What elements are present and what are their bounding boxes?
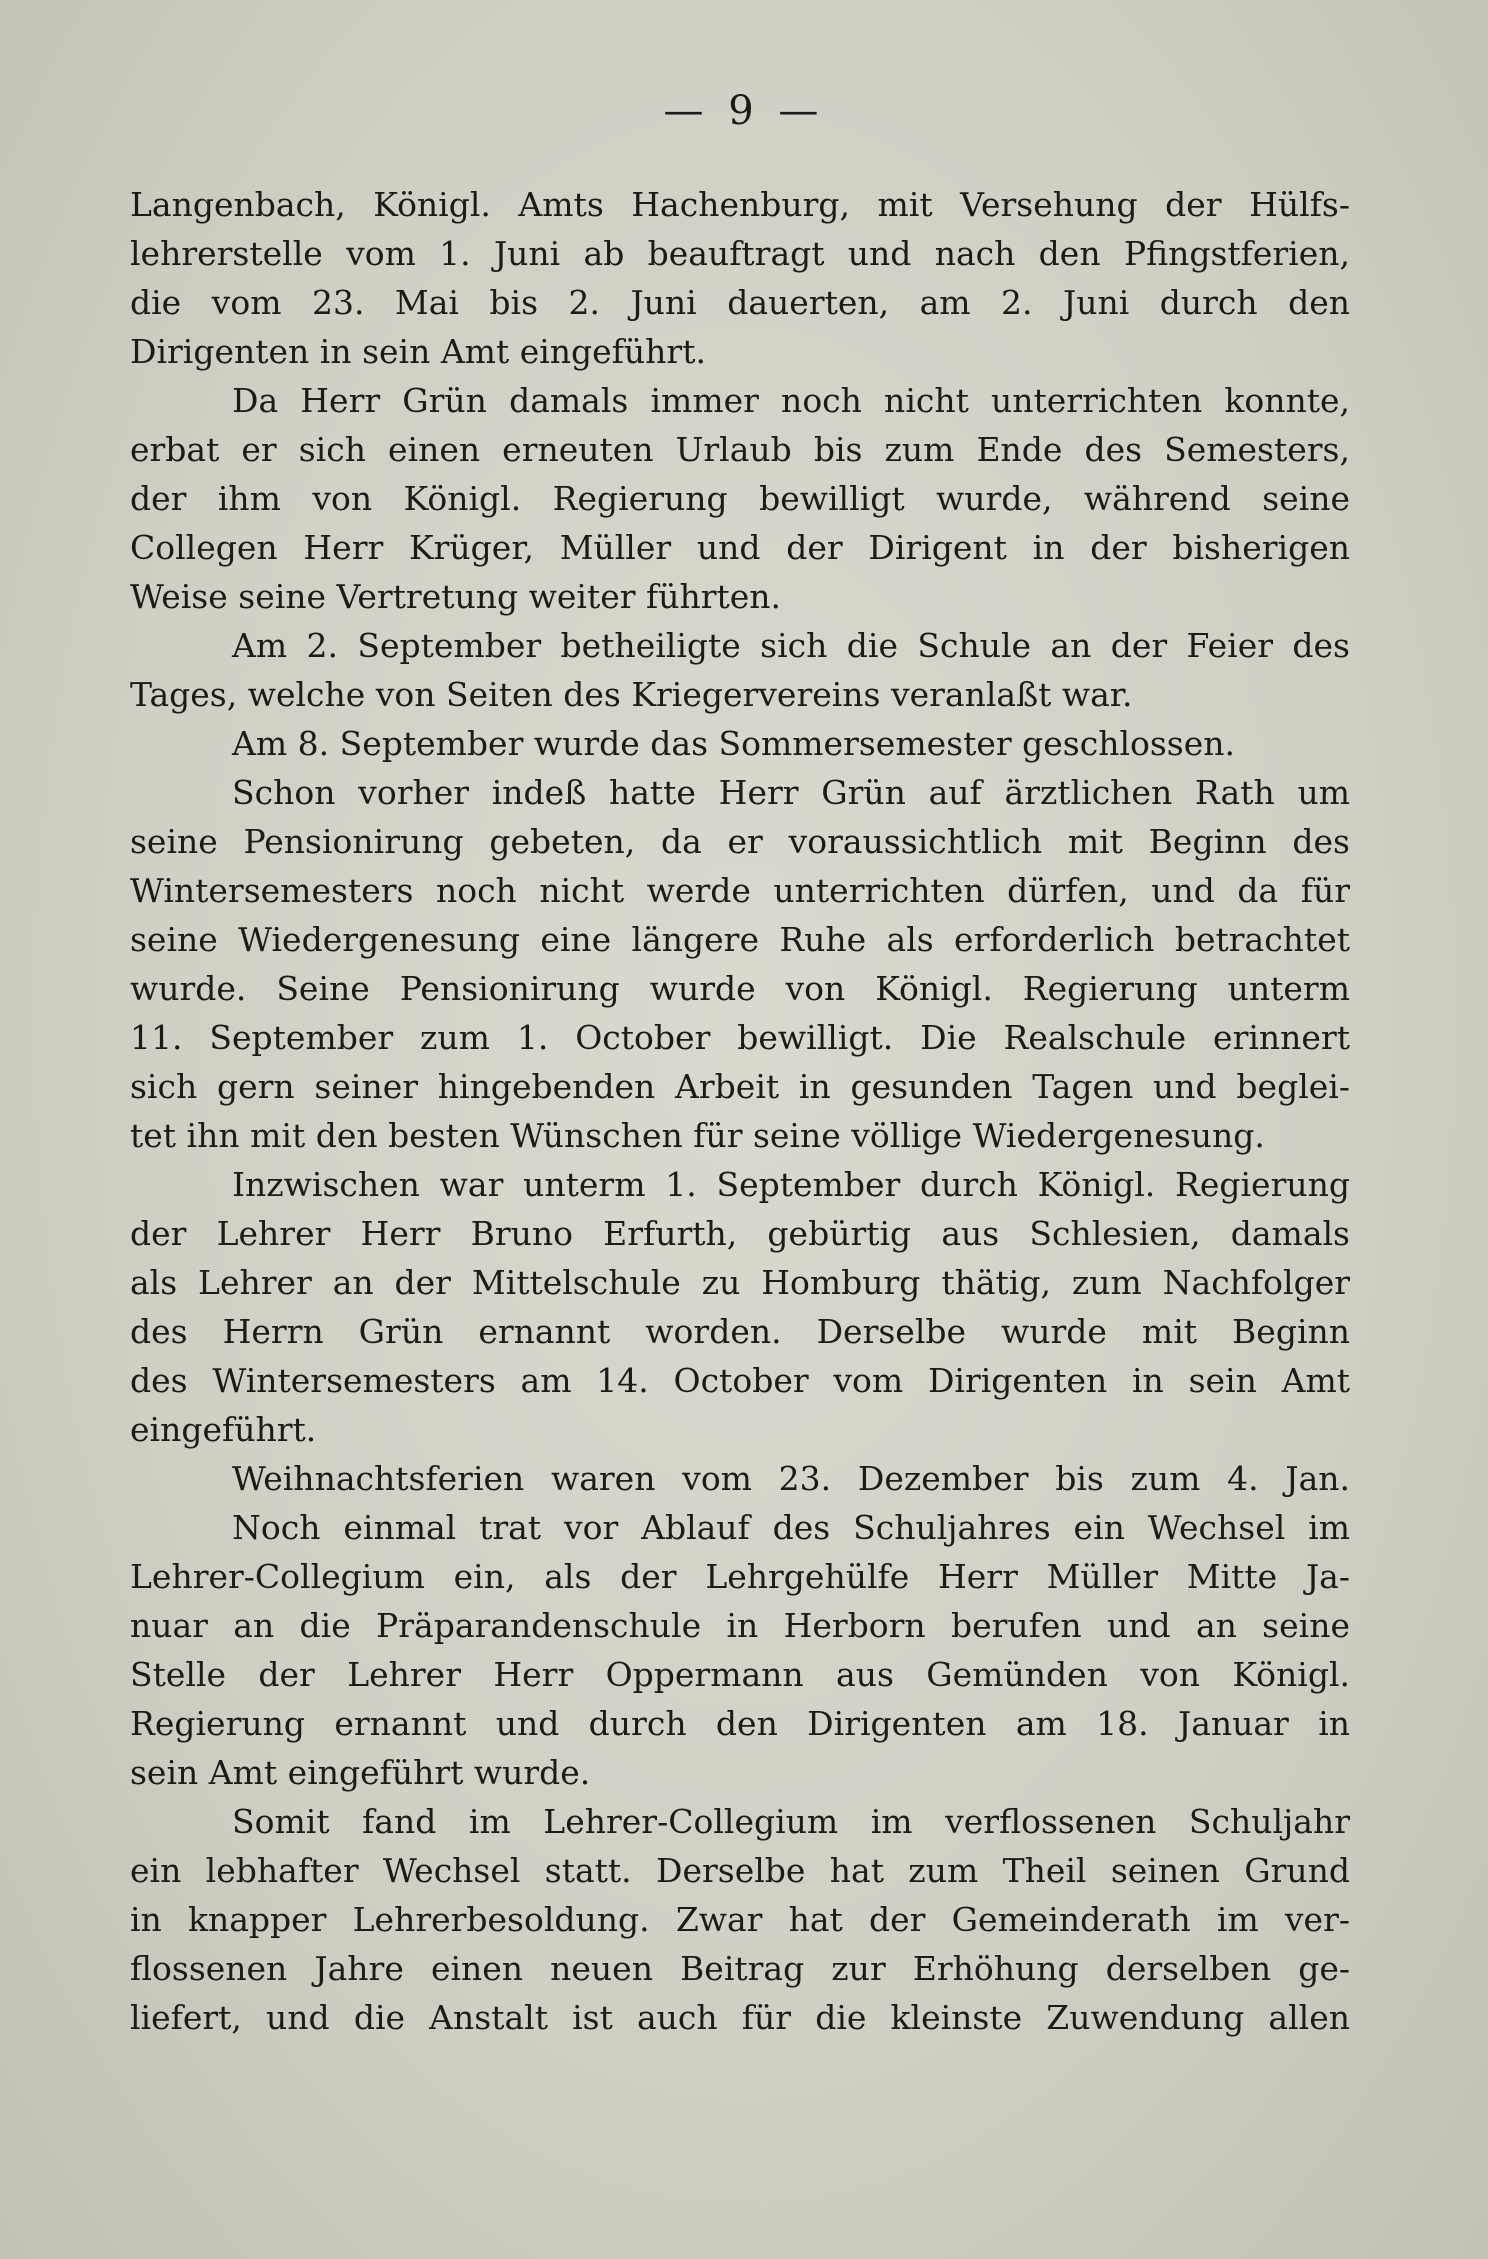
text-line: Regierung ernannt und durch den Dirigenten am 18. Januar in <box>130 1704 1350 1743</box>
text-line: Stelle der Lehrer Herr Oppermann aus Gemünden von Königl. <box>130 1655 1350 1694</box>
text-line: Schon vorher indeß hatte Herr Grün auf ärztlichen Rath um <box>232 773 1350 812</box>
text-line: die vom 23. Mai bis 2. Juni dauerten, am 2. Juni durch den <box>130 283 1350 322</box>
text-line: Tages, welche von Seiten des Kriegervereins veranlaßt war. <box>130 675 1133 714</box>
text-line: Am 8. September wurde das Sommersemester geschlossen. <box>232 724 1236 763</box>
text-line: Inzwischen war unterm 1. September durch Königl. Regierung <box>232 1165 1350 1204</box>
text-line: des Wintersemesters am 14. October vom Dirigenten in sein Amt <box>130 1361 1350 1400</box>
text-line: Somit fand im Lehrer-Collegium im verflossenen Schuljahr <box>232 1802 1350 1841</box>
text-line: lehrerstelle vom 1. Juni ab beauftragt und nach den Pfingstferien, <box>130 234 1350 273</box>
text-line: Langenbach, Königl. Amts Hachenburg, mit Versehung der Hülfs- <box>130 185 1350 224</box>
text-line: flossenen Jahre einen neuen Beitrag zur Erhöhung derselben ge- <box>130 1949 1350 1988</box>
text-line: als Lehrer an der Mittelschule zu Homburg thätig, zum Nachfolger <box>130 1263 1350 1302</box>
text-line: Weihnachtsferien waren vom 23. Dezember bis zum 4. Jan. <box>232 1459 1350 1498</box>
text-line: sein Amt eingeführt wurde. <box>130 1753 591 1792</box>
text-line: Da Herr Grün damals immer noch nicht unterrichten konnte, <box>232 381 1350 420</box>
text-line: Am 2. September betheiligte sich die Schule an der Feier des <box>232 626 1350 665</box>
text-line: erbat er sich einen erneuten Urlaub bis zum Ende des Semesters, <box>130 430 1350 469</box>
text-line: Wintersemesters noch nicht werde unterrichten dürfen, und da für <box>130 871 1350 910</box>
text-line: 11. September zum 1. October bewilligt. Die Realschule erinnert <box>130 1018 1350 1057</box>
text-line: in knapper Lehrerbesoldung. Zwar hat der Gemeinderath im ver- <box>130 1900 1350 1939</box>
text-line: Dirigenten in sein Amt eingeführt. <box>130 332 706 371</box>
text-line: tet ihn mit den besten Wünschen für seine völlige Wiedergenesung. <box>130 1116 1265 1155</box>
text-line: der Lehrer Herr Bruno Erfurth, gebürtig aus Schlesien, damals <box>130 1214 1350 1253</box>
text-line: Collegen Herr Krüger, Müller und der Dirigent in der bisherigen <box>130 528 1350 567</box>
text-line: nuar an die Präparandenschule in Herborn berufen und an seine <box>130 1606 1350 1645</box>
text-line: seine Pensionirung gebeten, da er voraussichtlich mit Beginn des <box>130 822 1350 861</box>
text-line: der ihm von Königl. Regierung bewilligt wurde, während seine <box>130 479 1350 518</box>
text-line: seine Wiedergenesung eine längere Ruhe als erforderlich betrachtet <box>130 920 1350 959</box>
text-line: eingeführt. <box>130 1410 317 1449</box>
text-line: des Herrn Grün ernannt worden. Derselbe wurde mit Beginn <box>130 1312 1350 1351</box>
text-line: wurde. Seine Pensionirung wurde von Königl. Regierung unterm <box>130 969 1350 1008</box>
text-line: liefert, und die Anstalt ist auch für die kleinste Zuwendung allen <box>130 1998 1350 2037</box>
text-line: Weise seine Vertretung weiter führten. <box>130 577 782 616</box>
page-number: — 9 — <box>663 88 825 134</box>
text-line: Noch einmal trat vor Ablauf des Schuljahres ein Wechsel im <box>232 1508 1350 1547</box>
text-line: ein lebhafter Wechsel statt. Derselbe hat zum Theil seinen Grund <box>130 1851 1350 1890</box>
body-text <box>130 180 1350 2042</box>
text-line: sich gern seiner hingebenden Arbeit in gesunden Tagen und beglei- <box>130 1067 1350 1106</box>
text-line: Lehrer-Collegium ein, als der Lehrgehülfe Herr Müller Mitte Ja- <box>130 1557 1350 1596</box>
